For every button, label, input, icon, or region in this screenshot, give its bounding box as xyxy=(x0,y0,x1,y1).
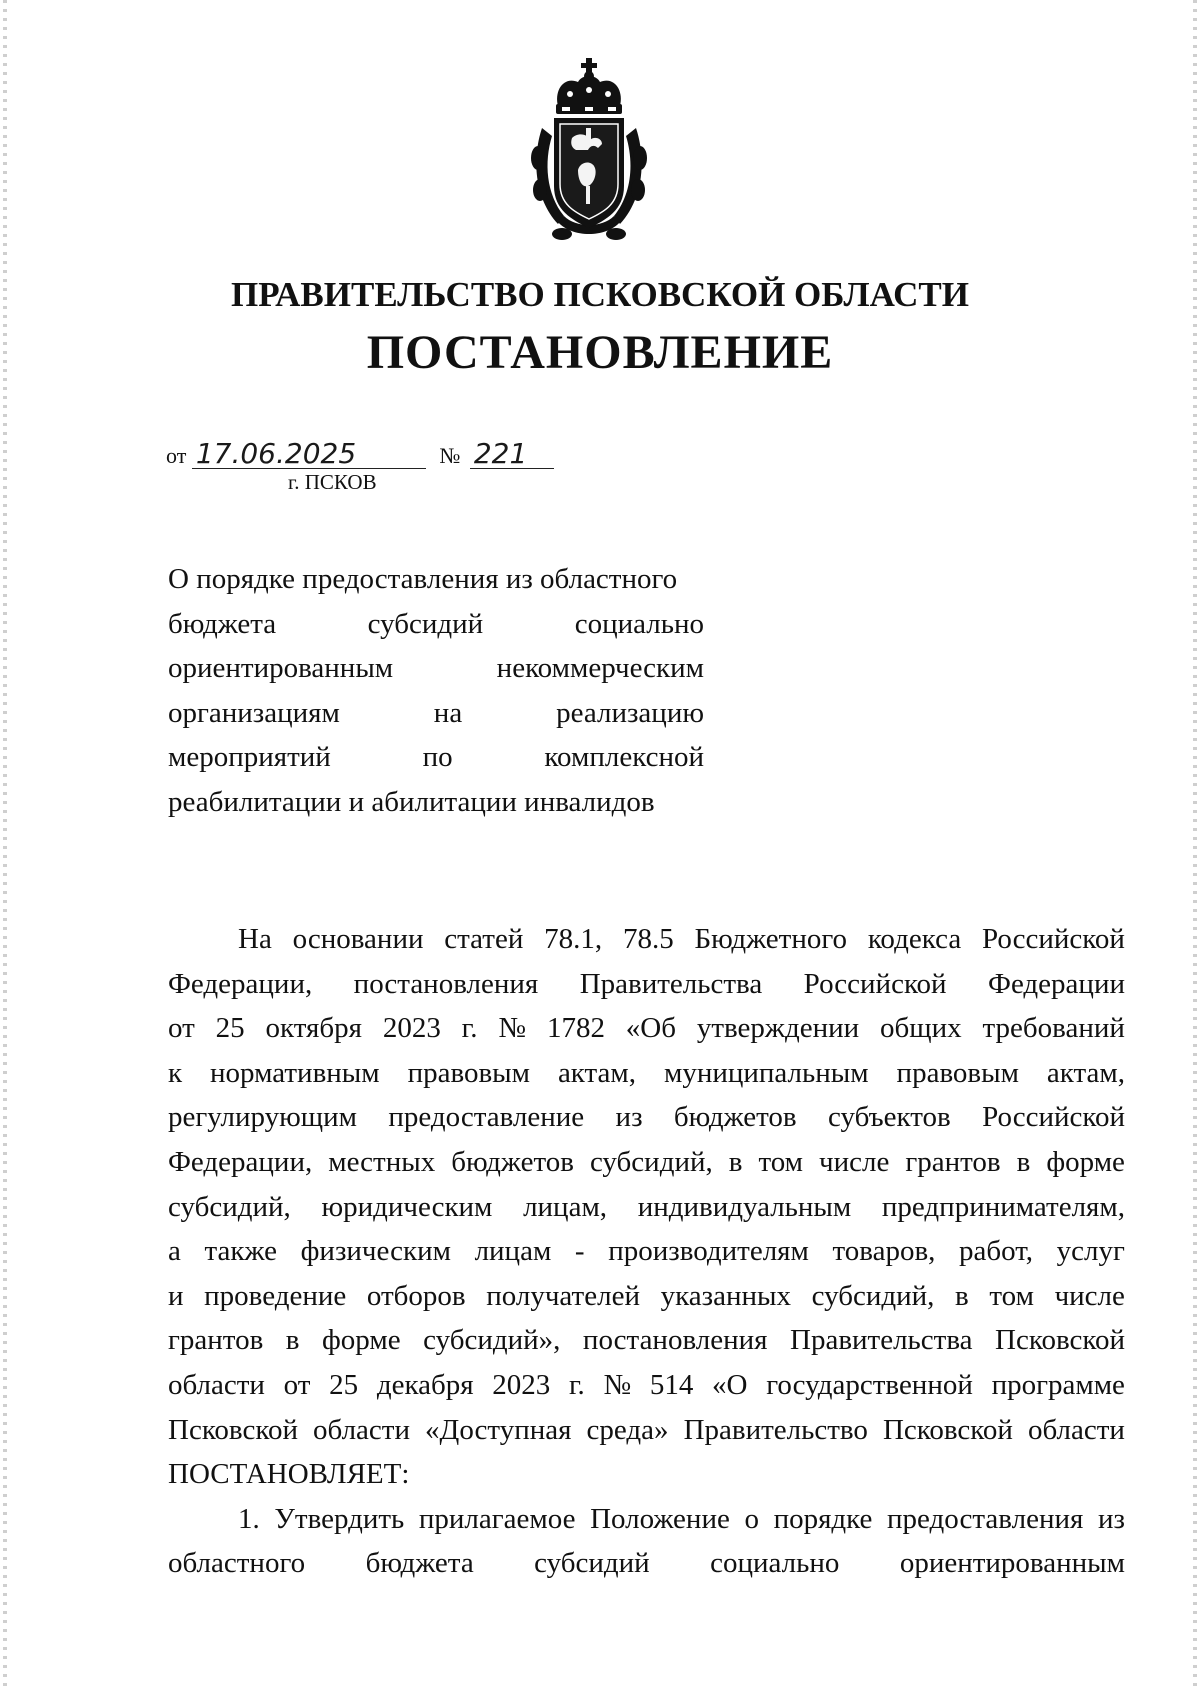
word: областного xyxy=(168,1547,306,1580)
word: 2023 xyxy=(492,1368,551,1401)
scan-edge-right xyxy=(1193,0,1197,1686)
resolution-subject-title xyxy=(168,557,704,824)
word: 78.5 xyxy=(622,923,674,955)
word: Псковской xyxy=(168,1413,298,1446)
word: среда» xyxy=(586,1413,669,1446)
title-line xyxy=(168,557,704,602)
body-line xyxy=(168,1006,1125,1051)
word: О порядке предоставления из областного xyxy=(168,563,678,595)
document-city: г. ПСКОВ xyxy=(288,470,377,494)
body-line xyxy=(168,1229,1125,1274)
word: ПОСТАНОВЛЯЕТ: xyxy=(168,1458,410,1491)
word: 78.1, xyxy=(544,923,603,955)
word: постановления xyxy=(582,1324,768,1357)
word: постановления xyxy=(353,967,539,1000)
word: а xyxy=(168,1235,181,1268)
title-line xyxy=(168,780,704,825)
word: Федерации, xyxy=(168,1145,313,1178)
word: бюджетов xyxy=(451,1145,574,1178)
title-line xyxy=(168,735,704,780)
word: юридическим xyxy=(321,1190,493,1223)
word: в xyxy=(728,1145,743,1178)
word: из xyxy=(615,1101,643,1134)
word: октября xyxy=(265,1012,362,1045)
word: кодекса xyxy=(867,923,962,955)
word: утверждении xyxy=(696,1012,860,1045)
date-from-label: от xyxy=(166,443,187,468)
word: области xyxy=(168,1368,265,1401)
word: общих xyxy=(880,1012,962,1045)
word: по xyxy=(422,741,453,773)
word: Правительства xyxy=(579,967,763,1000)
word: государственной xyxy=(766,1368,973,1401)
word: бюджетов xyxy=(673,1101,797,1134)
word: о xyxy=(744,1502,759,1535)
word: Российской xyxy=(981,923,1125,955)
word: том xyxy=(758,1145,804,1178)
word: 1782 xyxy=(546,1012,605,1045)
word: организациям xyxy=(168,696,340,729)
title-line xyxy=(168,602,704,647)
word: Псковской xyxy=(995,1324,1125,1357)
word: требований xyxy=(982,1012,1125,1045)
word: указанных xyxy=(660,1279,791,1312)
resolution-body-text xyxy=(168,917,1125,1586)
document-date: 17.06.2025 xyxy=(192,440,426,469)
word: 25 xyxy=(215,1012,245,1045)
word: прилагаемое xyxy=(418,1502,576,1535)
word: Правительство xyxy=(683,1413,868,1446)
word: от xyxy=(168,1012,195,1045)
organization-title: ПРАВИТЕЛЬСТВО ПСКОВСКОЙ ОБЛАСТИ xyxy=(231,275,969,314)
word: Федерации xyxy=(988,967,1125,1000)
word: нормативным xyxy=(210,1056,380,1089)
body-line xyxy=(168,1497,1125,1542)
body-line xyxy=(168,1095,1125,1140)
word: реализацию xyxy=(556,696,704,729)
word: грантов xyxy=(905,1145,1001,1178)
word: регулирующим xyxy=(168,1101,357,1134)
body-line xyxy=(168,962,1125,1007)
body-line xyxy=(168,1274,1125,1319)
word: получателей xyxy=(486,1279,640,1312)
document-date-line xyxy=(166,437,554,470)
word: бюджета xyxy=(168,607,277,640)
body-line xyxy=(168,1363,1125,1408)
word: лицам xyxy=(474,1235,552,1268)
word: из xyxy=(1097,1502,1125,1535)
word: «Об xyxy=(625,1012,676,1045)
word: индивидуальным xyxy=(637,1190,852,1223)
body-line xyxy=(168,1185,1125,1230)
word: «О xyxy=(712,1368,748,1401)
word: и xyxy=(168,1279,184,1312)
word: в xyxy=(955,1279,969,1312)
word: Правительства xyxy=(790,1324,973,1357)
word: лицам, xyxy=(523,1190,608,1223)
word: комплексной xyxy=(544,741,704,773)
word: производителям xyxy=(608,1235,809,1268)
word: 2023 xyxy=(382,1012,441,1045)
word: актам, xyxy=(1046,1056,1125,1089)
word: 514 xyxy=(649,1368,694,1401)
word: отборов xyxy=(366,1279,466,1312)
word: - xyxy=(574,1235,585,1268)
word: области xyxy=(313,1413,410,1446)
word: субсидий xyxy=(534,1547,650,1580)
word: субъектов xyxy=(828,1101,951,1134)
word: грантов xyxy=(168,1324,264,1357)
word: социально xyxy=(574,607,704,640)
word: товаров, xyxy=(832,1235,936,1268)
scan-edge-left xyxy=(3,0,7,1686)
word: Федерации, xyxy=(168,967,313,1000)
body-line xyxy=(168,1051,1125,1096)
word: субсидий, xyxy=(168,1190,291,1223)
word: № xyxy=(498,1012,527,1045)
title-line xyxy=(168,691,704,736)
word: правовым xyxy=(896,1056,1019,1089)
coat-of-arms-emblem xyxy=(528,58,650,242)
word: На xyxy=(238,923,272,955)
word: 1. xyxy=(238,1502,260,1535)
word: числе xyxy=(1054,1279,1125,1312)
document-number: 221 xyxy=(470,440,554,469)
word: актам, xyxy=(557,1056,637,1089)
body-line xyxy=(168,1140,1125,1185)
word: 25 xyxy=(329,1368,359,1401)
body-line xyxy=(168,1541,1125,1586)
word: реабилитации и абилитации инвалидов xyxy=(168,785,655,818)
word: г. xyxy=(461,1012,478,1045)
word: декабря xyxy=(376,1368,474,1401)
word: ориентированным xyxy=(168,652,394,684)
word: программе xyxy=(991,1368,1125,1401)
word: к xyxy=(168,1056,183,1089)
word: форме xyxy=(1046,1145,1125,1178)
body-line xyxy=(168,1318,1125,1363)
word: Утвердить xyxy=(274,1502,405,1535)
word: социально xyxy=(710,1547,840,1580)
body-line xyxy=(168,1408,1125,1453)
word: «Доступная xyxy=(425,1413,572,1446)
word: числе xyxy=(819,1145,890,1178)
number-sign-label: № xyxy=(439,443,461,468)
word: мероприятий xyxy=(168,741,331,773)
word: Российской xyxy=(982,1101,1125,1134)
word: субсидий, xyxy=(811,1279,935,1312)
word: муниципальным xyxy=(663,1056,869,1089)
word: области xyxy=(1028,1413,1125,1446)
word: проведение xyxy=(204,1279,347,1312)
word: статей xyxy=(444,923,524,955)
word: г. xyxy=(568,1368,585,1401)
word: Псковской xyxy=(882,1413,1013,1446)
word: предоставление xyxy=(388,1101,585,1134)
document-type-title: ПОСТАНОВЛЕНИЕ xyxy=(366,326,834,379)
word: форме xyxy=(322,1324,401,1357)
word: субсидий xyxy=(367,607,484,640)
word: ориентированным xyxy=(899,1547,1125,1580)
word: основании xyxy=(292,923,424,955)
body-line xyxy=(168,917,1125,962)
word: предоставления xyxy=(887,1502,1084,1535)
word: порядке xyxy=(773,1502,873,1535)
word: также xyxy=(204,1235,278,1268)
body-line xyxy=(168,1452,1125,1497)
word: субсидий», xyxy=(423,1324,561,1357)
word: субсидий, xyxy=(589,1145,713,1178)
word: работ, xyxy=(959,1235,1034,1268)
word: том xyxy=(989,1279,1034,1312)
word: Бюджетного xyxy=(694,923,848,955)
word: на xyxy=(433,696,463,729)
word: услуг xyxy=(1056,1235,1125,1268)
title-line xyxy=(168,646,704,691)
word: в xyxy=(1016,1145,1031,1178)
word: № xyxy=(603,1368,632,1401)
word: Положение xyxy=(590,1502,730,1535)
word: местных xyxy=(328,1145,436,1178)
word: в xyxy=(285,1324,300,1357)
word: бюджета xyxy=(365,1547,474,1580)
word: физическим xyxy=(300,1235,451,1268)
word: от xyxy=(283,1368,311,1401)
word: правовым xyxy=(407,1056,530,1089)
word: предпринимателям, xyxy=(881,1190,1125,1223)
word: Российской xyxy=(803,967,947,1000)
word: некоммерческим xyxy=(496,652,704,684)
